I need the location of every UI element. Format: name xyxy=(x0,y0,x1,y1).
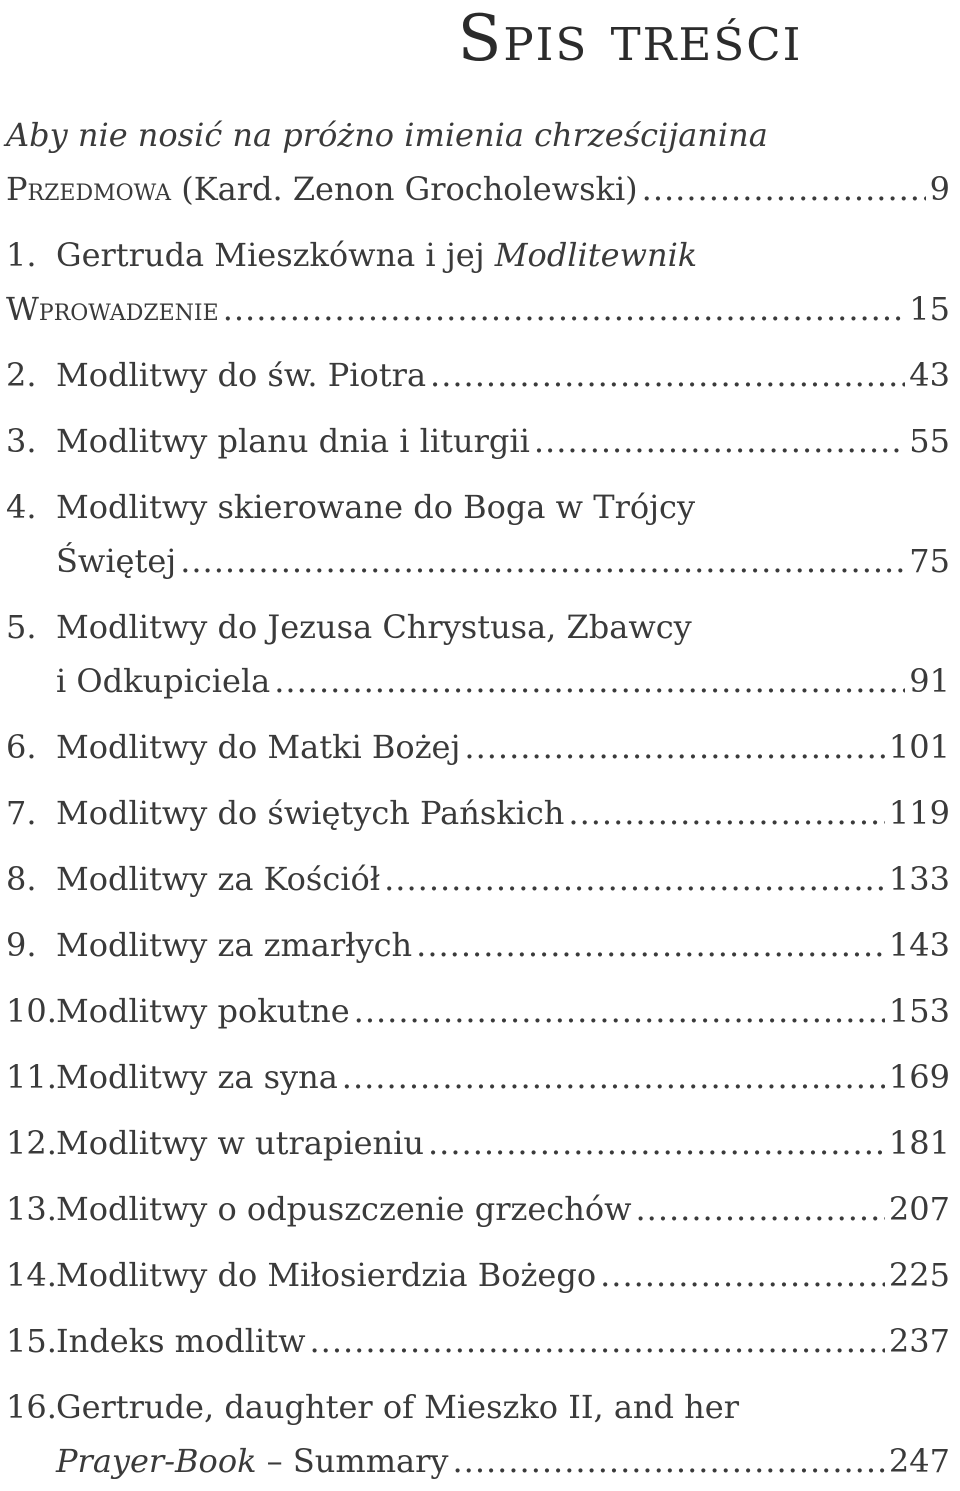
toc-entry-label: Modlitwy skierowane do Boga w Trójcy xyxy=(56,488,696,526)
toc-entry-preface[interactable] xyxy=(6,164,950,214)
toc-entry-label: Modlitwy w utrapieniu xyxy=(56,1124,424,1162)
dot-leader xyxy=(223,284,906,334)
toc-entry-number: 13. xyxy=(6,1190,57,1228)
toc-entry-15[interactable] xyxy=(6,1316,950,1366)
dot-leader xyxy=(534,416,905,466)
toc-entry-label: Wprowadzenie xyxy=(6,290,219,328)
toc-entry-number: 12. xyxy=(6,1124,57,1162)
toc-entry-number: 1. xyxy=(6,236,37,274)
toc-page-number: 91 xyxy=(909,662,950,700)
toc-entry-label: Modlitwy za syna xyxy=(56,1058,338,1096)
toc-entry-9[interactable] xyxy=(6,920,950,970)
toc-entry-number: 2. xyxy=(6,356,37,394)
toc-page-number: 9 xyxy=(929,170,950,208)
dot-leader xyxy=(384,854,885,904)
toc-entry-10[interactable] xyxy=(6,986,950,1036)
toc-page-number: 247 xyxy=(888,1442,950,1480)
toc-entry-label: Indeks modlitw xyxy=(56,1322,306,1360)
toc-page-number: 143 xyxy=(888,926,950,964)
toc-entry-number: 3. xyxy=(6,422,37,460)
toc-entry-label: Modlitwy o odpuszczenie grzechów xyxy=(56,1190,632,1228)
toc-entry-8[interactable] xyxy=(6,854,950,904)
toc-page-number: 225 xyxy=(888,1256,950,1294)
toc-page-number: 237 xyxy=(888,1322,950,1360)
toc-entry-5-line1 xyxy=(6,602,950,652)
toc-page-number: 153 xyxy=(888,992,950,1030)
toc-entry-number: 11. xyxy=(6,1058,57,1096)
dot-leader xyxy=(180,536,905,586)
toc-entry-12[interactable] xyxy=(6,1118,950,1168)
toc-entry-13[interactable] xyxy=(6,1184,950,1234)
dot-leader xyxy=(428,1118,885,1168)
toc-entry-label: Modlitwy do świętych Pańskich xyxy=(56,794,565,832)
dot-leader xyxy=(274,656,905,706)
toc-page-number: 15 xyxy=(909,290,950,328)
dot-leader xyxy=(635,1184,884,1234)
toc-entry-5[interactable] xyxy=(6,656,950,706)
toc-page-number: 133 xyxy=(888,860,950,898)
dot-leader xyxy=(464,722,885,772)
preface-note-text: Aby nie nosić na próżno imienia chrześcijanina xyxy=(6,116,768,154)
toc-entry-label: Gertrude, daughter of Mieszko II, and her xyxy=(56,1388,739,1426)
toc-entry-number: 14. xyxy=(6,1256,57,1294)
toc-entry-label: Modlitwy do Jezusa Chrystusa, Zbawcy xyxy=(56,608,692,646)
dot-leader xyxy=(452,1436,884,1486)
toc-entry-7[interactable] xyxy=(6,788,950,838)
toc-entry-11[interactable] xyxy=(6,1052,950,1102)
toc-entry-number: 4. xyxy=(6,488,37,526)
dot-leader xyxy=(642,164,926,214)
dot-leader xyxy=(309,1316,884,1366)
toc-page-number: 119 xyxy=(888,794,950,832)
toc-entry-label: Gertruda Mieszkówna i jej Modlitewnik xyxy=(56,236,698,274)
dot-leader xyxy=(342,1052,885,1102)
toc-entry-number: 5. xyxy=(6,608,37,646)
toc-entry-number: 15. xyxy=(6,1322,57,1360)
toc-entry-6[interactable] xyxy=(6,722,950,772)
toc-entry-4-line1 xyxy=(6,482,950,532)
toc-entry-number: 10. xyxy=(6,992,57,1030)
toc-entry-3[interactable] xyxy=(6,416,950,466)
toc-entry-label: Modlitwy do Miłosierdzia Bożego xyxy=(56,1256,597,1294)
toc-entry-4[interactable] xyxy=(6,536,950,586)
toc-page-number: 55 xyxy=(909,422,950,460)
toc-entry-number: 7. xyxy=(6,794,37,832)
preface-note xyxy=(6,110,950,160)
toc-entry-number: 16. xyxy=(6,1388,57,1426)
toc-entry-label: Modlitwy za zmarłych xyxy=(56,926,413,964)
dot-leader xyxy=(568,788,885,838)
toc-entry-label: Prayer-Book – Summary xyxy=(56,1442,449,1480)
toc-entry-1[interactable] xyxy=(6,284,950,334)
toc-entry-label: Modlitwy za Kościół xyxy=(56,860,381,898)
toc-page-number: 43 xyxy=(909,356,950,394)
toc-entry-label: i Odkupiciela xyxy=(56,662,271,700)
toc-entry-number: 8. xyxy=(6,860,37,898)
toc-page-number: 181 xyxy=(888,1124,950,1162)
toc-entry-label: Świętej xyxy=(56,542,177,580)
toc-page-number: 75 xyxy=(909,542,950,580)
toc-entry-number: 9. xyxy=(6,926,37,964)
dot-leader xyxy=(416,920,885,970)
dot-leader xyxy=(430,350,905,400)
toc-entry-label: Modlitwy pokutne xyxy=(56,992,350,1030)
toc-page-number: 169 xyxy=(888,1058,950,1096)
toc-page-number: 101 xyxy=(888,728,950,766)
toc-entry-label: Modlitwy do św. Piotra xyxy=(56,356,427,394)
page-title: Spis treści xyxy=(457,2,803,76)
toc-entry-label: Przedmowa (Kard. Zenon Grocholewski) xyxy=(6,170,638,208)
toc-entry-label: Modlitwy do Matki Bożej xyxy=(56,728,461,766)
toc-entry-1-heading xyxy=(6,230,950,280)
toc-entry-label: Modlitwy planu dnia i liturgii xyxy=(56,422,530,460)
toc-entry-16[interactable] xyxy=(6,1436,950,1486)
toc-entry-16-line1 xyxy=(6,1382,950,1432)
dot-leader xyxy=(354,986,885,1036)
dot-leader xyxy=(600,1250,885,1300)
toc-entry-number: 6. xyxy=(6,728,37,766)
toc-page-number: 207 xyxy=(888,1190,950,1228)
toc-entry-2[interactable] xyxy=(6,350,950,400)
toc-entry-14[interactable] xyxy=(6,1250,950,1300)
